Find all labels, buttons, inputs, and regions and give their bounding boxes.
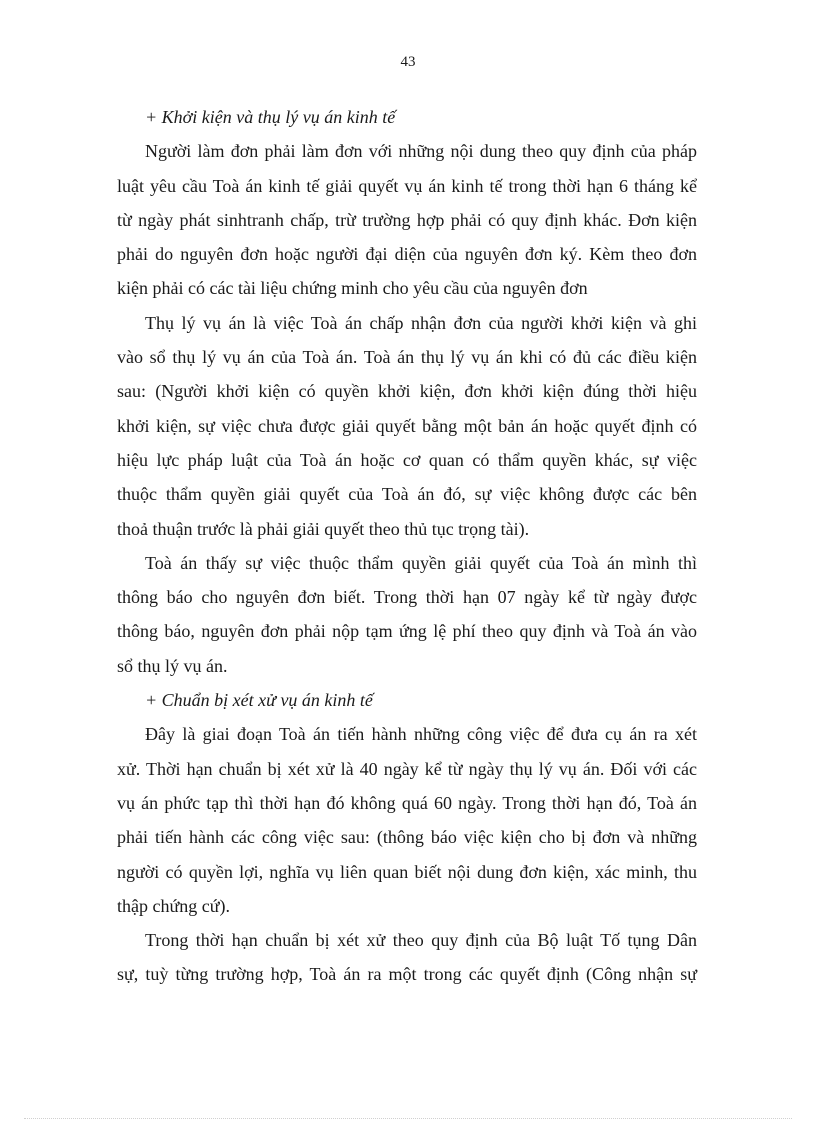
text-line: phải tiến hành các công việc sau: (thông báo việc kiện cho bị đơn và những bbox=[117, 827, 697, 848]
text-line: sự, tuỳ từng trường hợp, Toà án ra một trong các quyết định (Công nhận sự bbox=[117, 964, 697, 985]
text-line: hiệu lực pháp luật của Toà án hoặc cơ quan có thẩm quyền khác, sự việc bbox=[117, 449, 697, 470]
page-bottom-divider bbox=[24, 1118, 792, 1119]
text-line: vào sổ thụ lý vụ án của Toà án. Toà án thụ lý vụ án khi có đủ các điều kiện bbox=[117, 347, 697, 368]
page-number: 43 bbox=[400, 54, 416, 70]
text-line: thập chứng cứ). bbox=[117, 895, 230, 916]
text-line: phải do nguyên đơn hoặc người đại diện của nguyên đơn ký. Kèm theo đơn bbox=[117, 244, 697, 265]
text-line: khởi kiện, sự việc chưa được giải quyết bằng một bản án hoặc quyết định có bbox=[117, 415, 697, 436]
paragraph bbox=[117, 546, 697, 683]
text-line: Toà án thấy sự việc thuộc thẩm quyền giải quyết của Toà án mình thì bbox=[145, 552, 697, 573]
section-heading: + Khởi kiện và thụ lý vụ án kinh tế bbox=[145, 107, 396, 127]
paragraph bbox=[117, 134, 697, 305]
text-line: thông báo, nguyên đơn phải nộp tạm ứng lệ phí theo quy định và Toà án vào bbox=[117, 621, 697, 642]
text-line: Trong thời hạn chuẩn bị xét xử theo quy định của Bộ luật Tố tụng Dân bbox=[145, 930, 697, 951]
section-heading: + Chuẩn bị xét xử vụ án kinh tế bbox=[145, 690, 373, 711]
text-line: thuộc thẩm quyền giải quyết của Toà án đó, sự việc không được các bên bbox=[117, 484, 697, 505]
text-line: vụ án phức tạp thì thời hạn đó không quá 60 ngày. Trong thời hạn đó, Toà án bbox=[117, 792, 697, 813]
text-line: thông báo cho nguyên đơn biết. Trong thời hạn 07 ngày kể từ ngày được bbox=[117, 587, 697, 608]
text-line: Đây là giai đoạn Toà án tiến hành những công việc để đưa cụ án ra xét bbox=[145, 724, 697, 745]
text-line: sau: (Người khởi kiện có quyền khởi kiện, đơn khởi kiện đúng thời hiệu bbox=[117, 381, 697, 402]
text-line: Người làm đơn phải làm đơn với những nội dung theo quy định của pháp bbox=[145, 141, 697, 162]
text-line: luật yêu cầu Toà án kinh tế giải quyết vụ án kinh tế trong thời hạn 6 tháng kể bbox=[117, 175, 697, 196]
text-line: xử. Thời hạn chuẩn bị xét xử là 40 ngày kể từ ngày thụ lý vụ án. Đối với các bbox=[117, 758, 697, 779]
text-line: sổ thụ lý vụ án. bbox=[117, 655, 228, 676]
text-line: Thụ lý vụ án là việc Toà án chấp nhận đơn của người khởi kiện và ghi bbox=[145, 312, 697, 333]
text-line: người có quyền lợi, nghĩa vụ liên quan biết nội dung đơn kiện, xác minh, thu bbox=[117, 861, 697, 882]
text-line: từ ngày phát sinhtranh chấp, trừ trường hợp phải có quy định khác. Đơn kiện bbox=[117, 209, 697, 230]
paragraph bbox=[117, 306, 697, 546]
text-line: thoả thuận trước là phải giải quyết theo thủ tục trọng tài). bbox=[117, 518, 530, 539]
document-body bbox=[117, 100, 697, 992]
text-line: kiện phải có các tài liệu chứng minh cho yêu cầu của nguyên đơn bbox=[117, 278, 588, 299]
paragraph bbox=[117, 923, 697, 992]
paragraph bbox=[117, 717, 697, 923]
